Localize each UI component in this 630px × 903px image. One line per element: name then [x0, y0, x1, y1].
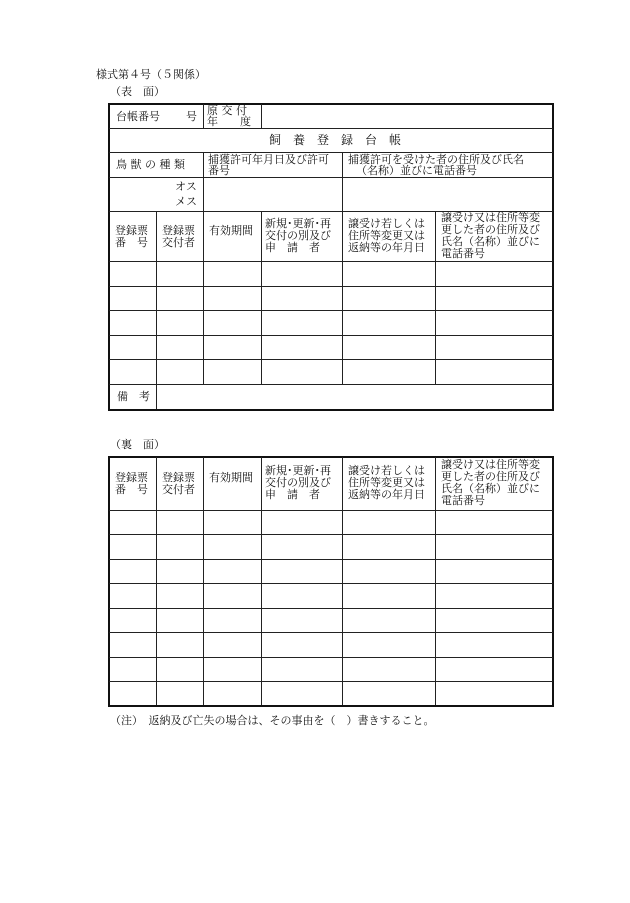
- original-issue-year-line1: 原 交 付: [207, 104, 247, 117]
- front-col-transferee-line2: 更した者の住所及び: [441, 223, 540, 236]
- front-col-transfer-date-line3: 返納等の年月日: [348, 241, 425, 254]
- back-col-reg-recipient-line2: 交付者: [162, 483, 195, 496]
- back-col-transfer-date-line3: 返納等の年月日: [348, 488, 425, 501]
- remarks-label: 備 考: [117, 390, 150, 403]
- front-col-reg-no-line1: 登録票: [115, 224, 148, 237]
- form-label: 様式第４号（５関係）: [96, 68, 206, 81]
- back-col-transferee-line4: 電話番号: [441, 494, 485, 507]
- back-col-transferee-line2: 更した者の住所及び: [441, 470, 540, 483]
- ledger-title: 飼 養 登 録 台 帳: [269, 133, 402, 147]
- back-col-transfer-date-line1: 譲受け若しくは: [348, 464, 425, 477]
- front-col-transfer-date-line1: 譲受け若しくは: [348, 217, 425, 230]
- capture-permit-line1: 捕獲許可年月日及び許可: [208, 153, 329, 166]
- back-col-reg-no-line1: 登録票: [115, 471, 148, 484]
- back-col-new-renew-line3: 申 請 者: [265, 488, 320, 501]
- back-col-new-renew-line2: 交付の別及び: [265, 476, 331, 489]
- ledger-no-label: 台帳番号: [116, 110, 160, 123]
- front-table: [108, 103, 554, 411]
- back-col-transfer-date-line2: 住所等変更又は: [348, 476, 425, 489]
- back-side-label: （裏 面）: [110, 438, 165, 451]
- front-side-label: （表 面）: [110, 85, 165, 98]
- holder-address-line2: （名称）並びに電話番号: [356, 164, 477, 177]
- footnote: （注） 返納及び亡失の場合は、その事由を（ ）書きすること。: [110, 714, 435, 727]
- front-col-validity: 有効期間: [209, 224, 253, 237]
- front-col-new-renew-line1: 新規･更新･再: [265, 217, 331, 230]
- front-col-transferee-line3: 氏名（名称）並びに: [441, 235, 540, 248]
- back-col-transferee-line1: 譲受け又は住所等変: [441, 458, 540, 471]
- front-col-transferee-line1: 譲受け又は住所等変: [441, 211, 540, 224]
- holder-address-line1: 捕獲許可を受けた者の住所及び氏名: [348, 153, 524, 166]
- back-col-reg-recipient-line1: 登録票: [162, 471, 195, 484]
- back-col-reg-no-line2: 番 号: [115, 483, 148, 496]
- sex-female-label: メス: [175, 195, 197, 208]
- front-col-reg-no-line2: 番 号: [115, 236, 148, 249]
- original-issue-year-line2: 年 度: [207, 115, 251, 128]
- sex-male-label: オス: [175, 180, 197, 193]
- front-col-new-renew-line3: 申 請 者: [265, 241, 320, 254]
- front-col-reg-recipient-line1: 登録票: [162, 224, 195, 237]
- front-col-reg-recipient-line2: 交付者: [162, 236, 195, 249]
- back-col-new-renew-line1: 新規･更新･再: [265, 464, 331, 477]
- front-col-transfer-date-line2: 住所等変更又は: [348, 229, 425, 242]
- front-col-new-renew-line2: 交付の別及び: [265, 229, 331, 242]
- back-col-validity: 有効期間: [209, 471, 253, 484]
- capture-permit-line2: 番号: [208, 164, 230, 177]
- front-col-transferee-line4: 電話番号: [441, 247, 485, 260]
- species-label: 鳥 獣 の 種 類: [116, 158, 185, 171]
- ledger-no-suffix: 号: [186, 110, 197, 123]
- back-col-transferee-line3: 氏名（名称）並びに: [441, 482, 540, 495]
